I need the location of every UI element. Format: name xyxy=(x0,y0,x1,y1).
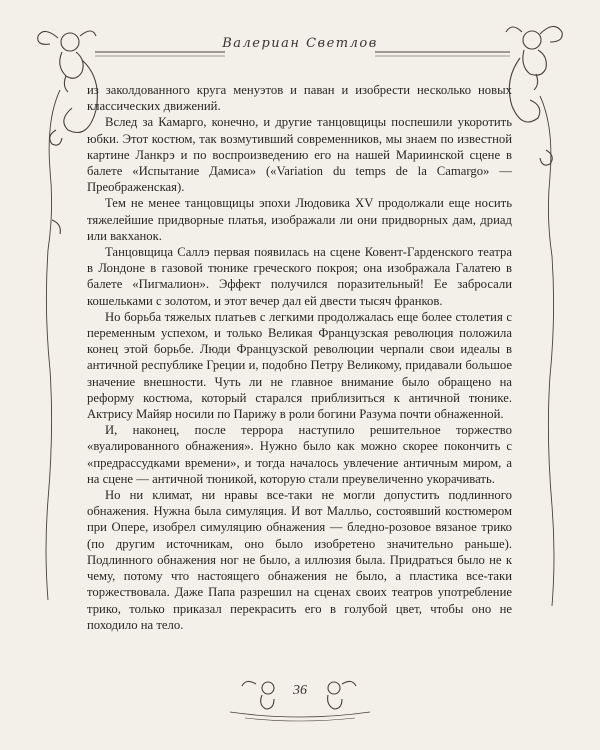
paragraph: И, наконец, после террора наступило решительное торжество «вуалированного обнажения». Нужно было как можно скорее покончить с «предрассудками времени», и тогда началось увлечение античным миром, а на сцене — античной тюникой, которую стали преувеличенно укорачивать. xyxy=(87,423,512,486)
paragraph: Вслед за Камарго, конечно, и другие танцовщицы поспешили укоротить юбки. Этот костюм, так возмутивший современников, мы знаем по известной картине Ланкрэ и по воспроизведению его на нашей Мариинской сцене в балете «Испытание Дамиса» («Variation du temps de la Camargo» — Преображенская). xyxy=(87,115,512,195)
paragraph: Но борьба тяжелых платьев с легкими продолжалась еще более столетия с переменным успехом, и только Великая Французская революция положила конец этой борьбе. Люди Французской революции черпали свои идеалы в античной республике Греции и, подобно Петру Великому, придавали большое значение внешности. Чуть ли не главное внимание было обращено на реформу костюма, который старался приблизиться к античной тюнике. Актрису Майяр носили по Парижу в роли богини Разума почти обнаженной. xyxy=(87,309,512,422)
paragraph: Танцовщица Саллэ первая появилась на сцене Ковент-Гарденского театра в Лондоне в газовой тюнике греческого покроя; она изображала Галатею в балете «Пигмалион». Эффект получился поразительный! Ее забросали кошельками с золотом, и этот вечер дал ей двести тысяч франков. xyxy=(87,245,512,308)
body-text xyxy=(87,82,512,633)
paragraph: из заколдованного круга менуэтов и паван и изобрести несколько новых классических движений. xyxy=(87,83,512,114)
page-number: 36 xyxy=(293,683,307,698)
running-head: Валериан Светлов xyxy=(222,36,378,51)
paragraph: Но ни климат, ни нравы все-таки не могли допустить подлинного обнажения. Нужна была симуляция. И вот Малльо, состоявший костюмером при Опере, изобрел симуляцию обнажения — бледно-розовое вязаное трико (по другим источникам, оно было изобретено значительно раньше). Подлинного обнажения ног не было, а иллюзия была. Придраться было не к чему, потому что настоящего обнажения не было, а пластика все-таки торжествовала. Даже Папа разрешил на сценах своих театров употребление трико, только приказал перекрасить его в голубой цвет, чтобы оно не походило на тело. xyxy=(87,488,512,632)
paragraph: Тем не менее танцовщицы эпохи Людовика XV продолжали еще носить тяжелейшие придворные платья, изображали ли они придворных дам, дриад или вакханок. xyxy=(87,196,512,243)
